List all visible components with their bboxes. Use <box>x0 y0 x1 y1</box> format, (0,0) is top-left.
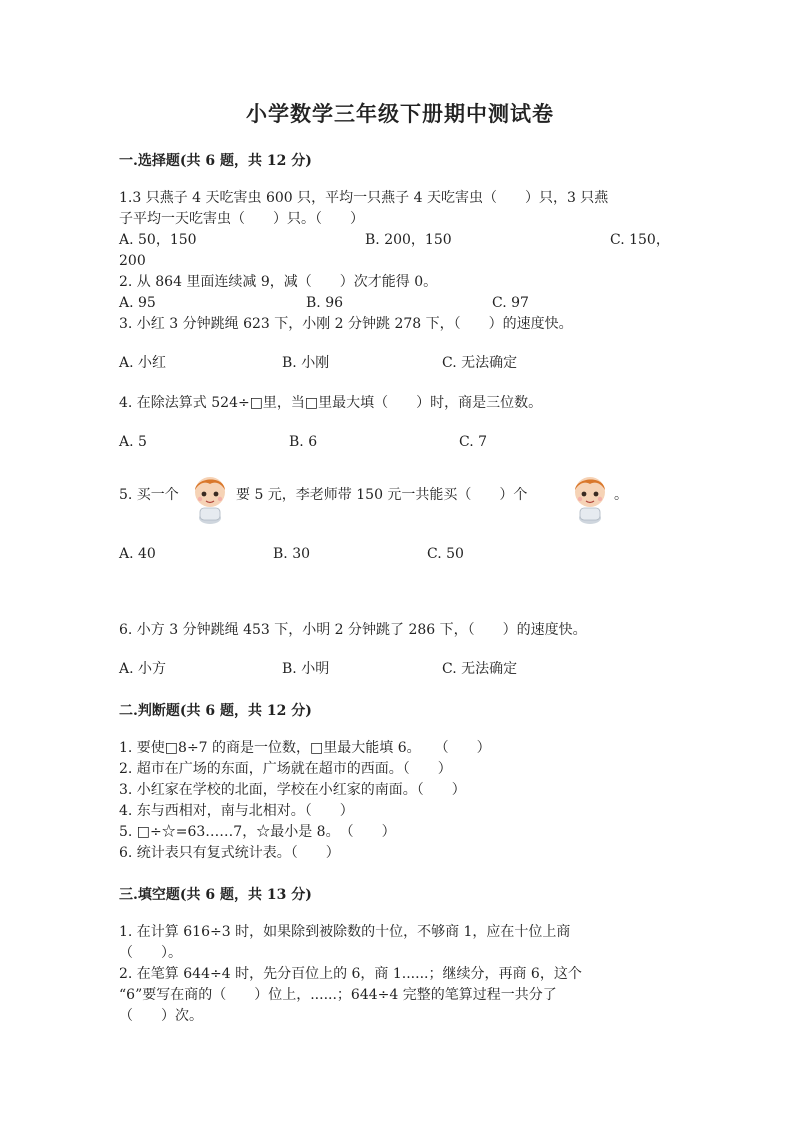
judgement-item-4: 4. 东与西相对，南与北相对。（ ） <box>119 803 354 819</box>
question-1-option-b: B. 200，150 <box>365 232 452 248</box>
question-5-option-c: C. 50 <box>427 546 464 562</box>
question-4-text: 4. 在除法算式 524÷□里，当□里最大填（ ）时，商是三位数。 <box>119 395 543 411</box>
question-3-option-a: A. 小红 <box>119 355 167 371</box>
question-1-option-a: A. 50，150 <box>119 232 197 248</box>
question-5-option-a: A. 40 <box>119 546 156 562</box>
question-5-option-b: B. 30 <box>273 546 311 562</box>
cartoon-boy-icon <box>568 472 612 522</box>
question-4-option-b: B. 6 <box>289 434 318 450</box>
question-2-text: 2. 从 864 里面连续减 9，减（ ）次才能得 0。 <box>119 274 438 290</box>
fill-question-2-line-1: 2. 在笔算 644÷4 时，先分百位上的 6，商 1......；继续分，再商 6，这个 <box>119 966 582 982</box>
question-1-option-c-cont: 200 <box>119 253 146 269</box>
question-1-line-2: 子平均一天吃害虫（ ）只。（ ） <box>119 211 364 227</box>
question-3-option-c: C. 无法确定 <box>442 355 518 371</box>
judgement-item-5: 5. □÷☆=63……7，☆最小是 8。 （ ） <box>119 824 396 840</box>
fill-question-1-line-1: 1. 在计算 616÷3 时，如果除到被除数的十位，不够商 1，应在十位上商 <box>119 924 571 940</box>
question-2-option-b: B. 96 <box>306 295 344 311</box>
question-6-option-b: B. 小明 <box>282 661 330 677</box>
page-title: 小学数学三年级下册期中测试卷 <box>246 101 554 126</box>
question-4-option-c: C. 7 <box>459 434 488 450</box>
fill-question-2-line-2: “6”要写在商的（ ）位上，......；644÷4 完整的笔算过程一共分了 <box>119 987 557 1003</box>
question-5-part-1: 5. 买一个 <box>119 487 179 503</box>
fill-question-1-line-2: （ ）。 <box>119 945 182 961</box>
judgement-item-3: 3. 小红家在学校的北面，学校在小红家的南面。（ ） <box>119 782 466 798</box>
question-2-option-c: C. 97 <box>492 295 529 311</box>
question-5-part-3: 。 <box>614 487 628 503</box>
question-2-option-a: A. 95 <box>119 295 156 311</box>
question-6-option-a: A. 小方 <box>119 661 167 677</box>
section-heading-fill: 三.填空题(共 6 题，共 13 分) <box>119 887 312 903</box>
section-heading-judgement: 二.判断题(共 6 题，共 12 分) <box>119 703 312 719</box>
judgement-item-1: 1. 要使□8÷7 的商是一位数，□里最大能填 6。 （ ） <box>119 740 491 756</box>
judgement-item-6: 6. 统计表只有复式统计表。（ ） <box>119 845 340 861</box>
question-6-text: 6. 小方 3 分钟跳绳 453 下，小明 2 分钟跳了 286 下，（ ）的速度快。 <box>119 622 587 638</box>
cartoon-boy-icon <box>188 472 232 522</box>
section-heading-choice: 一.选择题(共 6 题，共 12 分) <box>119 153 312 169</box>
question-4-option-a: A. 5 <box>119 434 147 450</box>
question-3-option-b: B. 小刚 <box>282 355 330 371</box>
question-6-option-c: C. 无法确定 <box>442 661 518 677</box>
judgement-item-2: 2. 超市在广场的东面，广场就在超市的西面。（ ） <box>119 761 452 777</box>
question-5-part-2: 要 5 元，李老师带 150 元一共能买（ ）个 <box>236 487 528 503</box>
fill-question-2-line-3: （ ）次。 <box>119 1008 203 1024</box>
question-1-line-1: 1.3 只燕子 4 天吃害虫 600 只，平均一只燕子 4 天吃害虫（ ）只，3 只燕 <box>119 190 609 206</box>
question-1-option-c: C. 150， <box>610 232 670 248</box>
question-3-text: 3. 小红 3 分钟跳绳 623 下，小刚 2 分钟跳 278 下，（ ）的速度快。 <box>119 316 573 332</box>
